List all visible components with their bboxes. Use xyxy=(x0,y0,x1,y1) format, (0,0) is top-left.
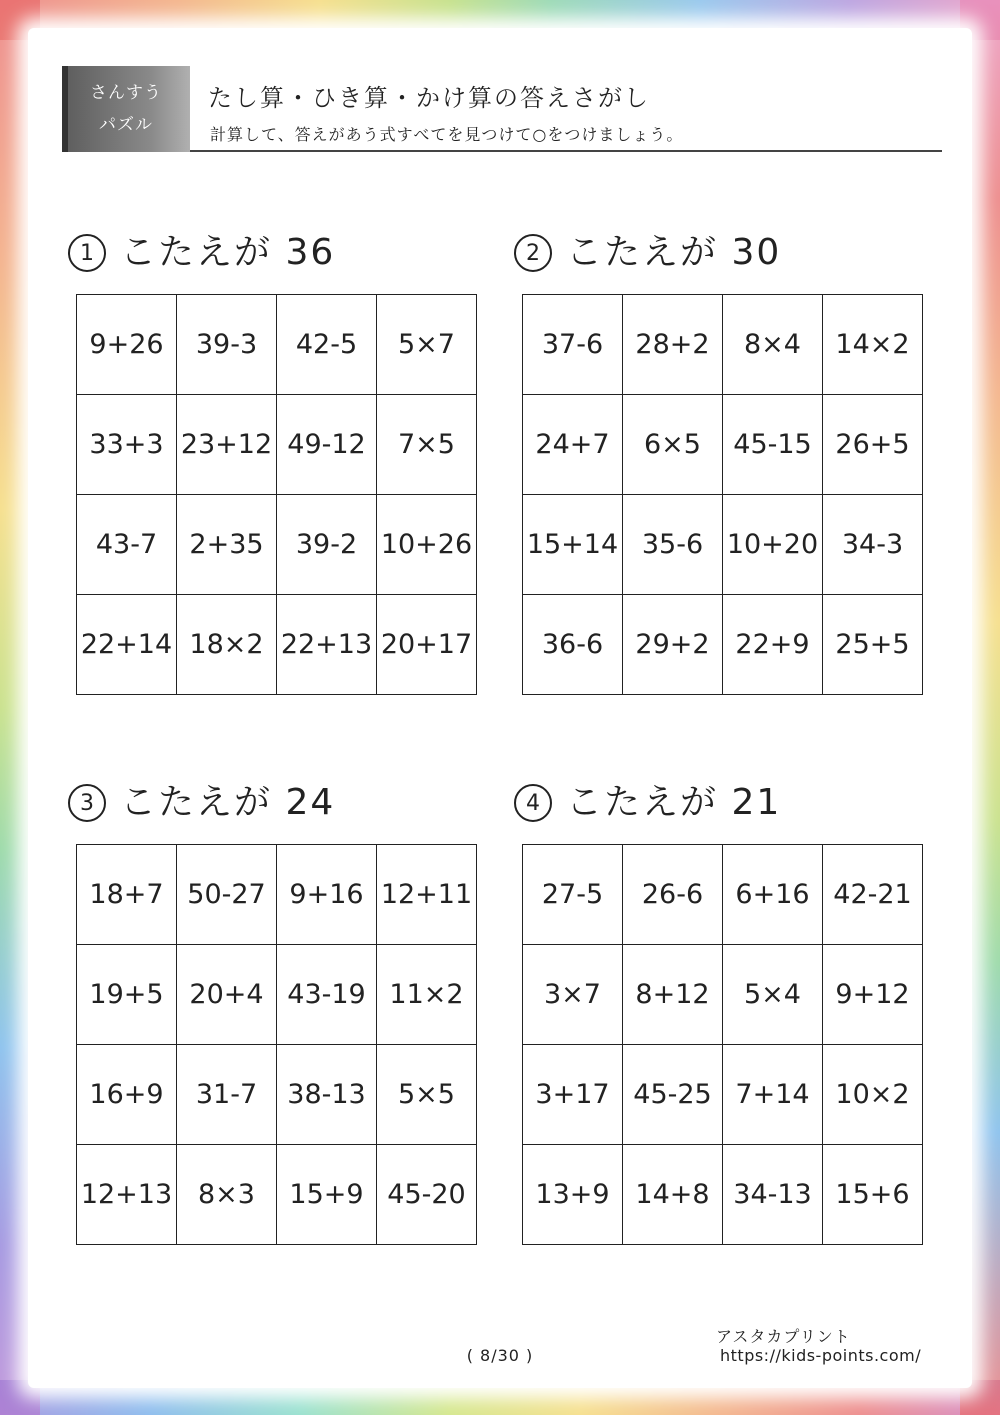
expression-cell[interactable]: 25+5 xyxy=(823,595,923,695)
expression-cell[interactable]: 15+14 xyxy=(523,495,623,595)
puzzle-4 xyxy=(514,778,914,1210)
expression-cell[interactable]: 22+13 xyxy=(277,595,377,695)
expression-cell[interactable]: 7×5 xyxy=(377,395,477,495)
puzzle-3 xyxy=(68,778,473,1210)
puzzle-number: 2 xyxy=(514,234,552,272)
expression-cell[interactable]: 8+12 xyxy=(623,945,723,1045)
puzzle-heading xyxy=(68,228,468,278)
expression-cell[interactable]: 18+7 xyxy=(77,845,177,945)
expression-cell[interactable]: 34-13 xyxy=(723,1145,823,1245)
expression-cell[interactable]: 45-15 xyxy=(723,395,823,495)
expression-cell[interactable]: 6×5 xyxy=(623,395,723,495)
puzzle-heading xyxy=(514,228,914,278)
puzzle-1 xyxy=(68,228,473,660)
puzzle-2 xyxy=(514,228,914,660)
page-number: ( 8/30 ) xyxy=(466,1346,534,1365)
expression-cell[interactable]: 33+3 xyxy=(77,395,177,495)
expression-cell[interactable]: 49-12 xyxy=(277,395,377,495)
puzzle-target-label: こたえが 21 xyxy=(566,782,782,823)
publisher-name: アスタカプリント xyxy=(716,1327,851,1346)
puzzle-number: 4 xyxy=(514,784,552,822)
badge-line-1: さんすう xyxy=(90,83,162,103)
expression-cell[interactable]: 19+5 xyxy=(77,945,177,1045)
expression-cell[interactable]: 50-27 xyxy=(177,845,277,945)
expression-cell[interactable]: 20+4 xyxy=(177,945,277,1045)
puzzle-grid xyxy=(522,294,923,695)
puzzle-heading xyxy=(68,778,468,828)
expression-cell[interactable]: 42-21 xyxy=(823,845,923,945)
expression-cell[interactable]: 39-2 xyxy=(277,495,377,595)
expression-cell[interactable]: 27-5 xyxy=(523,845,623,945)
expression-cell[interactable]: 12+11 xyxy=(377,845,477,945)
puzzle-target-label: こたえが 24 xyxy=(120,782,336,823)
expression-cell[interactable]: 12+13 xyxy=(77,1145,177,1245)
puzzle-number: 3 xyxy=(68,784,106,822)
expression-cell[interactable]: 45-20 xyxy=(377,1145,477,1245)
expression-cell[interactable]: 23+12 xyxy=(177,395,277,495)
publisher-url[interactable]: https://kids-points.com/ xyxy=(720,1346,922,1365)
expression-cell[interactable]: 5×7 xyxy=(377,295,477,395)
expression-cell[interactable]: 37-6 xyxy=(523,295,623,395)
expression-cell[interactable]: 26-6 xyxy=(623,845,723,945)
expression-cell[interactable]: 14×2 xyxy=(823,295,923,395)
category-badge xyxy=(62,66,190,152)
worksheet-instruction: 計算して、答えがあう式すべてを見つけて○をつけましょう。 xyxy=(210,125,684,144)
worksheet-header xyxy=(62,66,942,152)
expression-cell[interactable]: 10+20 xyxy=(723,495,823,595)
expression-cell[interactable]: 24+7 xyxy=(523,395,623,495)
expression-cell[interactable]: 43-7 xyxy=(77,495,177,595)
expression-cell[interactable]: 22+14 xyxy=(77,595,177,695)
puzzle-heading xyxy=(514,778,914,828)
expression-cell[interactable]: 15+9 xyxy=(277,1145,377,1245)
expression-cell[interactable]: 9+12 xyxy=(823,945,923,1045)
expression-cell[interactable]: 38-13 xyxy=(277,1045,377,1145)
expression-cell[interactable]: 35-6 xyxy=(623,495,723,595)
expression-cell[interactable]: 5×4 xyxy=(723,945,823,1045)
expression-cell[interactable]: 8×4 xyxy=(723,295,823,395)
expression-cell[interactable]: 11×2 xyxy=(377,945,477,1045)
expression-cell[interactable]: 2+35 xyxy=(177,495,277,595)
expression-cell[interactable]: 29+2 xyxy=(623,595,723,695)
expression-cell[interactable]: 3×7 xyxy=(523,945,623,1045)
expression-cell[interactable]: 14+8 xyxy=(623,1145,723,1245)
puzzle-grid xyxy=(522,844,923,1245)
badge-line-2: パズル xyxy=(99,115,153,135)
expression-cell[interactable]: 3+17 xyxy=(523,1045,623,1145)
expression-cell[interactable]: 8×3 xyxy=(177,1145,277,1245)
expression-cell[interactable]: 42-5 xyxy=(277,295,377,395)
expression-cell[interactable]: 10×2 xyxy=(823,1045,923,1145)
expression-cell[interactable]: 9+16 xyxy=(277,845,377,945)
expression-cell[interactable]: 6+16 xyxy=(723,845,823,945)
expression-cell[interactable]: 15+6 xyxy=(823,1145,923,1245)
expression-cell[interactable]: 20+17 xyxy=(377,595,477,695)
expression-cell[interactable]: 7+14 xyxy=(723,1045,823,1145)
expression-cell[interactable]: 39-3 xyxy=(177,295,277,395)
puzzle-target-label: こたえが 36 xyxy=(120,232,336,273)
puzzle-target-label: こたえが 30 xyxy=(566,232,782,273)
puzzle-grid xyxy=(76,294,477,695)
expression-cell[interactable]: 16+9 xyxy=(77,1045,177,1145)
expression-cell[interactable]: 28+2 xyxy=(623,295,723,395)
worksheet-title: たし算・ひき算・かけ算の答えさがし xyxy=(208,84,650,112)
expression-cell[interactable]: 5×5 xyxy=(377,1045,477,1145)
expression-cell[interactable]: 9+26 xyxy=(77,295,177,395)
puzzle-number: 1 xyxy=(68,234,106,272)
expression-cell[interactable]: 43-19 xyxy=(277,945,377,1045)
expression-cell[interactable]: 34-3 xyxy=(823,495,923,595)
expression-cell[interactable]: 22+9 xyxy=(723,595,823,695)
expression-cell[interactable]: 18×2 xyxy=(177,595,277,695)
expression-cell[interactable]: 26+5 xyxy=(823,395,923,495)
expression-cell[interactable]: 10+26 xyxy=(377,495,477,595)
badge-edge xyxy=(62,66,68,152)
expression-cell[interactable]: 36-6 xyxy=(523,595,623,695)
expression-cell[interactable]: 31-7 xyxy=(177,1045,277,1145)
expression-cell[interactable]: 45-25 xyxy=(623,1045,723,1145)
puzzle-grid xyxy=(76,844,477,1245)
expression-cell[interactable]: 13+9 xyxy=(523,1145,623,1245)
